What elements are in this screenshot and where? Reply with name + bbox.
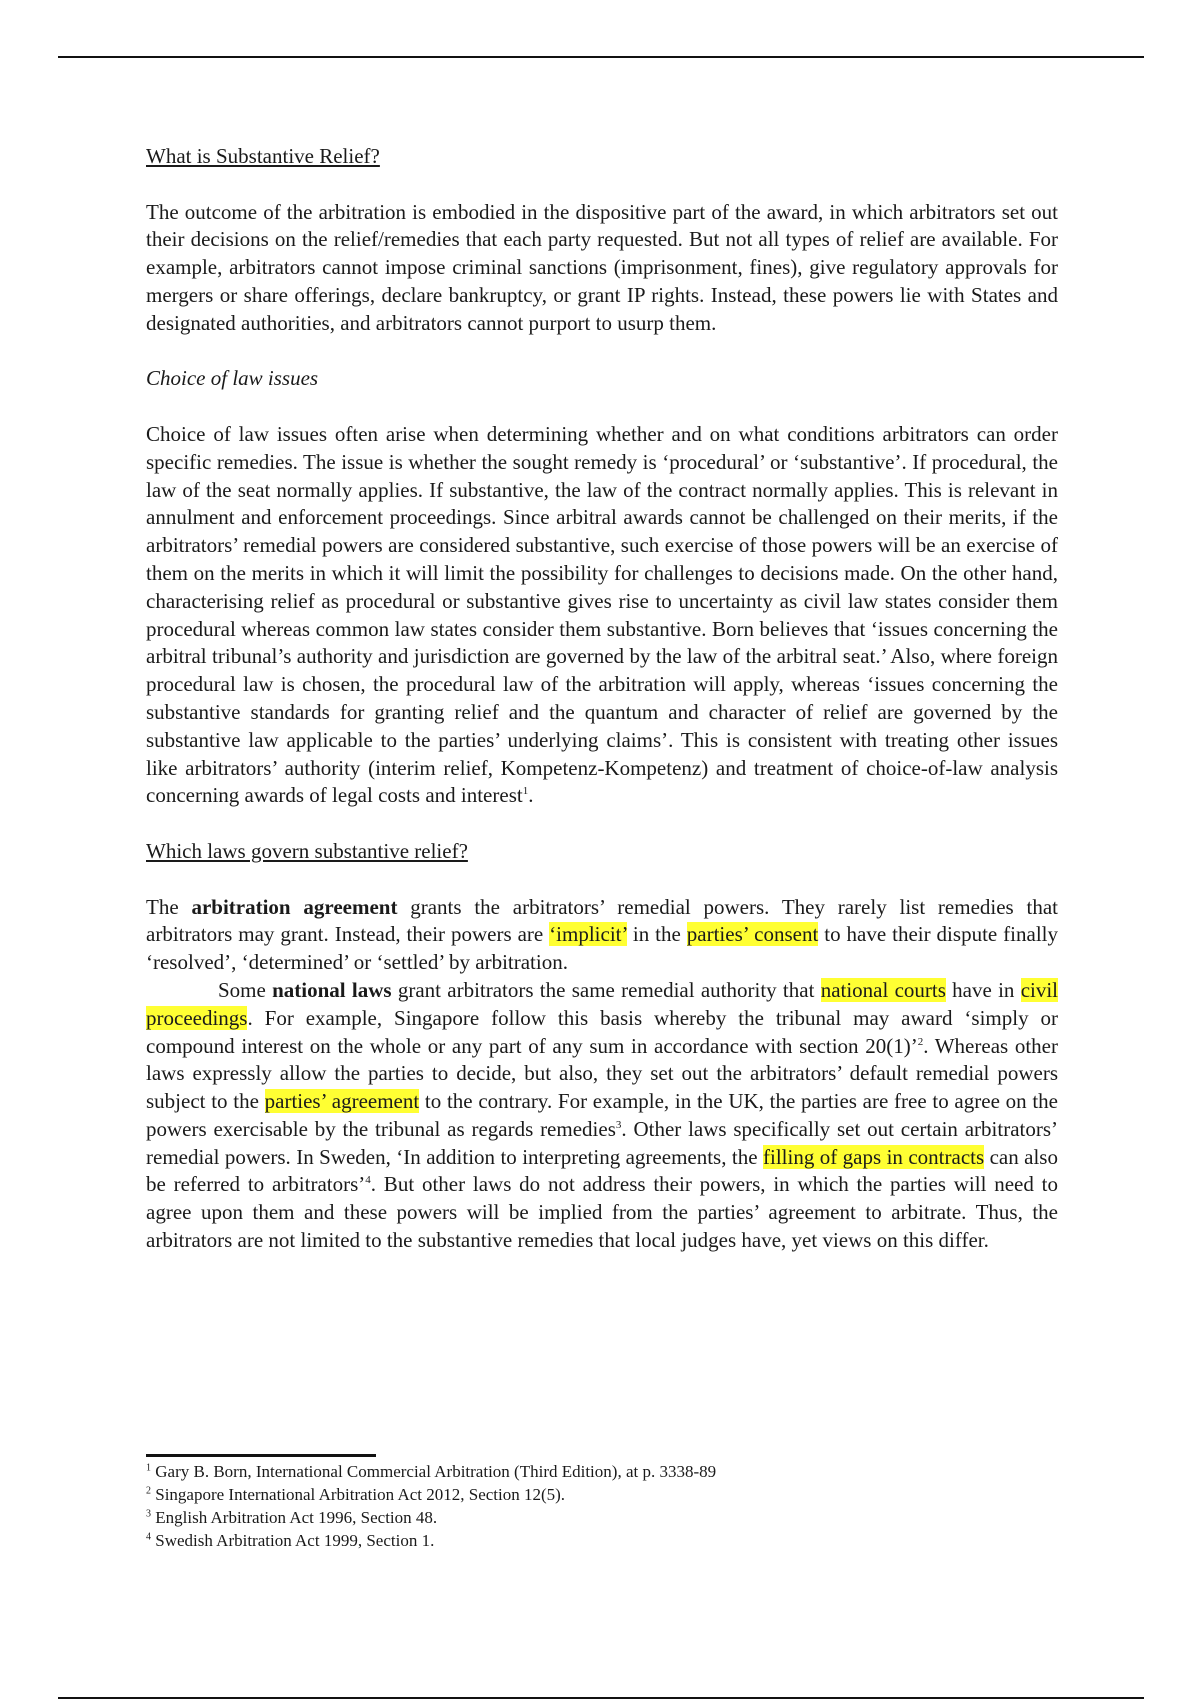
paragraph: The arbitration agreement grants the arbitrators’ remedial powers. They rarely list remedies that arbitrators may grant. Instead, their powers are ‘implicit’ in the parties’ consent to have their dispute finally ‘resolved’, ‘determined’ or ‘settled’ by arbitration.	[146, 894, 1059, 975]
footnotes	[146, 1460, 1046, 1552]
footnote-ref[interactable]: 1	[522, 785, 529, 798]
footer-rule	[58, 1697, 1144, 1699]
document-body	[146, 143, 1058, 1255]
section-heading: What is Substantive Relief?	[146, 144, 380, 168]
footnote: $^3$ English Arbitration Act 1996, Section 48.	[146, 1508, 438, 1527]
footnote: $^4$ Swedish Arbitration Act 1999, Section 1.	[146, 1531, 435, 1550]
footnote-separator	[146, 1454, 376, 1457]
paragraph: The outcome of the arbitration is embodied in the dispositive part of the award, in which arbitrators set out their decisions on the relief/remedies that each party requested. But not all types of relief are available. For example, arbitrators cannot impose criminal sanctions (imprisonment, fines), give regulatory approvals for mergers or share offerings, declare bankruptcy, or grant IP rights. Instead, these powers lie with States and designated authorities, and arbitrators cannot purport to usurp them.	[146, 199, 1058, 335]
footnote-ref[interactable]: 3	[615, 1118, 622, 1131]
header-rule	[58, 56, 1144, 58]
highlighted-text: filling of gaps in contracts	[763, 1144, 985, 1169]
footnote-ref[interactable]: 2	[917, 1035, 924, 1048]
bold-term: national laws	[272, 977, 392, 1002]
bold-term: arbitration agreement	[191, 894, 398, 919]
highlighted-text: national courts	[820, 977, 946, 1002]
paragraph: Choice of law issues often arise when determining whether and on what conditions arbitrators can order specific remedies. The issue is whether the sought remedy is ‘procedural’ or ‘substantive’. If procedural, the law of the seat normally applies. If substantive, the law of the contract normally applies. This is relevant in annulment and enforcement proceedings. Since arbitral awards cannot be challenged on their merits, if the arbitrators’ remedial powers are considered substantive, such exercise of those powers will be an exercise of them on the merits in which it will limit the possibility for challenges to decisions made. On the other hand, characterising relief as procedural or substantive gives rise to uncertainty as civil law states consider them procedural whereas common law states consider them substantive. Born believes that ‘issues concerning the arbitral tribunal’s authority and jurisdiction are governed by the law of the arbitral seat.’ Also, where foreign procedural law is chosen, the procedural law of the arbitration will apply, whereas ‘issues concerning the substantive standards for granting relief and the quantum and character of relief are governed by the substantive law applicable to the parties’ underlying claims’. This is consistent with treating other issues like arbitrators’ authority (interim relief, Kompetenz-Kompetenz) and treatment of choice-of-law analysis concerning awards of legal costs and interest$^1$.	[146, 421, 1058, 808]
highlighted-text: parties’ agreement	[264, 1089, 420, 1114]
highlighted-text: civil proceedings	[146, 977, 1059, 1030]
highlighted-text: ‘implicit’	[549, 922, 627, 947]
section-subheading: Choice of law issues	[146, 366, 319, 391]
footnote: $^2$ Singapore International Arbitration Act 2012, Section 12(5).	[146, 1485, 566, 1504]
section-heading: Which laws govern substantive relief?	[146, 838, 468, 863]
footnote: $^1$ Gary B. Born, International Commercial Arbitration (Third Edition), at p. 3338-89	[146, 1462, 717, 1481]
highlighted-text: parties’ consent	[686, 922, 819, 947]
footnote-ref[interactable]: 4	[365, 1174, 371, 1187]
paragraph: Some national laws grant arbitrators the same remedial authority that national courts have in civil proceedings. For example, Singapore follow this basis whereby the tribunal may award ‘simply or compound interest on the whole or any part of any sum in accordance with section 20(1)’$^2$. Whereas other laws expressly allow the parties to decide, but also, they set out the arbitrators’ default remedial powers subject to the parties’ agreement to the contrary. For example, in the UK, the parties are free to agree on the powers exercisable by the tribunal as regards remedies$^3$. Other laws specifically set out certain arbitrators’ remedial powers. In Sweden, ‘In addition to interpreting agreements, the filling of gaps in contracts can also be referred to arbitrators’$^4$. But other laws do not address their powers, in which the parties will need to agree upon them and these powers will be implied from the parties’ agreement to arbitrate. Thus, the arbitrators are not limited to the substantive remedies that local judges have, yet views on this differ.	[146, 977, 1059, 1253]
